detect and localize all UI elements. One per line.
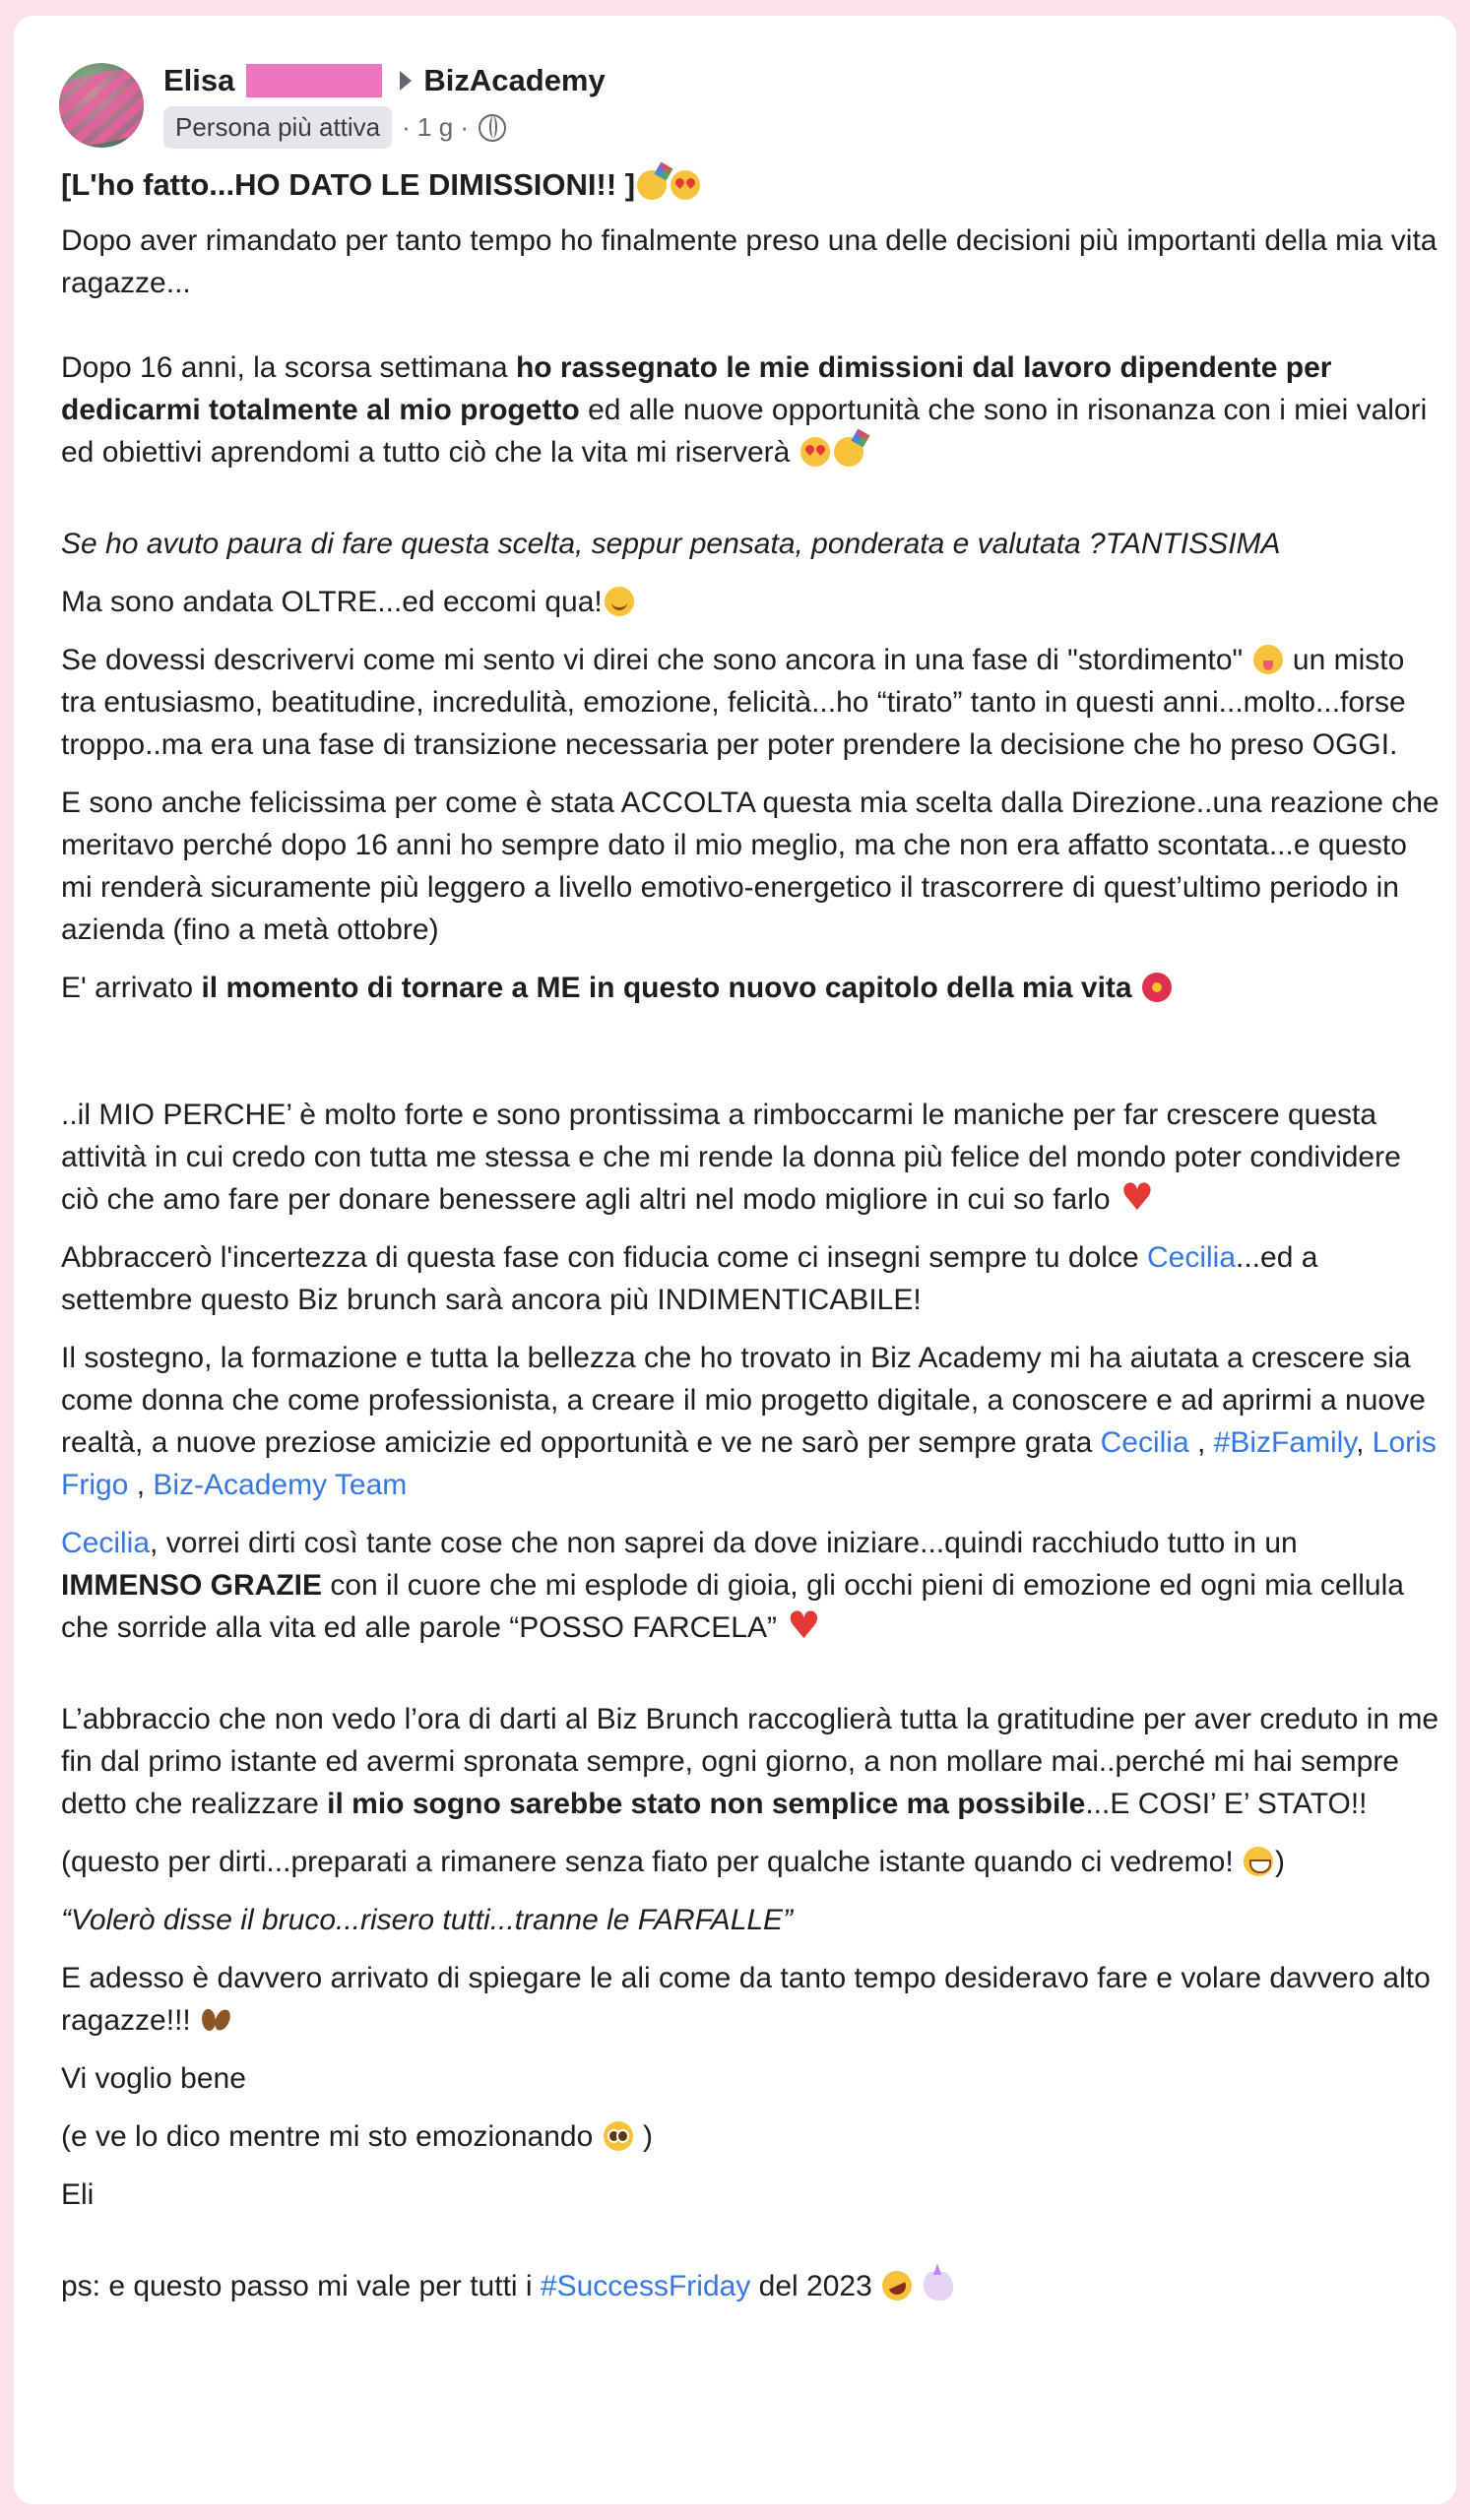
post-card [14, 16, 1456, 2504]
paragraph: Vi voglio bene [61, 2062, 246, 2095]
smile-icon [605, 587, 634, 616]
paragraph [61, 1094, 1439, 1221]
text: Dopo 16 anni, la scorsa settimana [61, 351, 516, 384]
text: ) [1275, 1846, 1286, 1878]
paragraph [61, 1337, 1445, 1506]
text: E' arrivato [61, 972, 202, 1004]
red-heart-icon [787, 1612, 818, 1642]
text: ...E COSI’ E’ STATO!! [1085, 1788, 1368, 1820]
mention-link[interactable]: Biz-Academy Team [153, 1469, 408, 1501]
paragraph [61, 639, 1439, 766]
grin-icon [1244, 1847, 1273, 1876]
text: , vorrei dirti così tante cose che non saprei da dove iniziare...quindi racchiudo tutto in un [150, 1527, 1307, 1559]
partying-face-icon [637, 170, 667, 200]
tongue-face-icon [1253, 645, 1283, 674]
post-time[interactable]: · 1 g · [402, 112, 470, 142]
text: , [1188, 1426, 1214, 1459]
paragraph: Dopo aver rimandato per tanto tempo ho finalmente preso una delle decisioni più importanti della mia vita ragazze... [61, 224, 1445, 299]
red-heart-icon [1120, 1184, 1152, 1214]
bold-text: IMMENSO GRAZIE [61, 1569, 323, 1602]
paragraph: E sono anche felicissima per come è stata ACCOLTA questa mia scelta dalla Direzione..una reazione che meritavo perché dopo 16 anni ho sempre dato il mio meglio, ma che non era affatto scontata...e questo mi renderà sicuramente più leggero a livello emotivo-energetico il trascorrere di quest’ultimo periodo in azienda (fino a metà ottobre) [61, 787, 1447, 946]
bold-text: ho rassegnato le mie dimissioni dal lavoro dipendente per dedicarmi totalmente al mio progetto [61, 351, 1340, 426]
paragraph [61, 967, 1439, 1009]
paragraph [61, 1957, 1439, 2042]
text: Ma sono andata OLTRE...ed eccomi qua! [61, 586, 603, 618]
paragraph [61, 1698, 1447, 1825]
paragraph [61, 581, 1439, 623]
rofl-icon [877, 2266, 917, 2305]
text: ed alle nuove opportunità che sono in risonanza con i miei valori ed obiettivi aprendomi a tutto ciò che la vita mi riserverà [61, 394, 1436, 469]
hashtag-link[interactable]: #SuccessFriday [540, 2270, 751, 2302]
text: (e ve lo dico mentre mi sto emozionando [61, 2120, 602, 2153]
top-contributor-badge[interactable]: Persona più attiva [163, 106, 392, 149]
post-title [61, 163, 1439, 206]
paragraph: Eli [61, 2178, 95, 2211]
group-name[interactable]: BizAcademy [423, 63, 606, 97]
text: , [1356, 1426, 1373, 1459]
text: Se dovessi descrivervi come mi sento vi direi che sono ancora in una fase di "stordimento" [61, 644, 1251, 676]
text: ..il MIO PERCHE’ è molto forte e sono prontissima a rimboccarmi le maniche per far crescere questa attività in cui credo con tutta me stessa e che mi rende la donna più felice del mondo poter condividere ciò che amo fare per donare benessere agli altri nel modo migliore in cui so farlo [61, 1099, 1410, 1216]
italic-text: Se ho avuto paura di fare questa scelta, seppur pensata, ponderata e valutata ?TANTISSIMA [61, 528, 1281, 560]
text: ...ed a settembre questo Biz brunch sarà ancora più INDIMENTICABILE! [61, 1241, 1326, 1316]
paragraph [61, 1899, 1439, 1941]
text: , [128, 1469, 154, 1501]
text: con il cuore che mi esplode di gioia, gli occhi pieni di emozione ed ogni mia cellula che sorride alla vita ed alle parole “POSSO FARCELA” [61, 1569, 1413, 1644]
text: ) [634, 2120, 653, 2153]
paragraph [61, 1236, 1439, 1321]
hashtag-link[interactable]: #BizFamily [1213, 1426, 1357, 1459]
mention-link[interactable]: Loris Frigo [61, 1426, 1445, 1501]
paragraph [61, 523, 1439, 565]
text: L’abbraccio che non vedo l’ora di darti al Biz Brunch raccoglierà tutta la gratitudine per aver creduto in me fin dal primo istante ed avermi spronata sempre, ogni giorno, a non mollare mai..perché mi hai sempre detto che realizzare [61, 1703, 1447, 1820]
mention-link[interactable]: Cecilia [1100, 1426, 1189, 1459]
heart-eyes-icon [671, 170, 700, 200]
mention-link[interactable]: Cecilia [61, 1527, 151, 1559]
bold-text: il mio sogno sarebbe stato non semplice ma possibile [327, 1788, 1086, 1820]
partying-face-icon [834, 437, 863, 467]
text: E adesso è davvero arrivato di spiegare le ali come da tanto tempo desideravo fare e volare davvero alto ragazze!!! [61, 1962, 1439, 2037]
text: del 2023 [750, 2270, 881, 2302]
avatar[interactable] [59, 63, 144, 148]
text: ps: e questo passo mi vale per tutti i [61, 2270, 541, 2302]
text: un misto tra entusiasmo, beatitudine, incredulità, emozione, felicità...ho “tirato” tanto in questi anni...molto...forse troppo..ma era una fase di transizione necessaria per poter prendere la decisione che ho preso OGGI. [61, 644, 1415, 761]
butterfly-icon [201, 2005, 230, 2035]
post-title-text: [L'ho fatto...HO DATO LE DIMISSIONI!! ] [61, 167, 636, 202]
surname-redaction [246, 64, 382, 97]
italic-text: “Volerò disse il bruco...risero tutti...tranne le FARFALLE” [61, 1904, 794, 1936]
author-row [163, 63, 606, 98]
heart-eyes-icon [800, 437, 830, 467]
pleading-face-icon [604, 2121, 633, 2151]
paragraph [61, 2265, 1439, 2307]
paragraph [61, 1841, 1439, 1883]
paragraph [61, 1522, 1439, 1649]
post-body [61, 163, 1447, 2307]
paragraph [61, 346, 1439, 473]
bold-text: il momento di tornare a ME in questo nuovo capitolo della mia vita [201, 972, 1132, 1004]
caret-right-icon [400, 71, 412, 91]
avatar-redaction [59, 63, 144, 148]
mention-link[interactable]: Cecilia [1146, 1241, 1236, 1274]
text: (questo per dirti...preparati a rimanere senza fiato per qualche istante quando ci vedremo! [61, 1846, 1243, 1878]
post-meta [163, 106, 506, 149]
text: Il sostegno, la formazione e tutta la bellezza che ho trovato in Biz Academy mi ha aiutata a crescere sia come donna che come professionista, a creare il mio progetto digitale, a conoscere e ad aprirmi a nuove realtà, a nuove preziose amicizie ed opportunità e ve ne sarò per sempre grata [61, 1342, 1435, 1459]
hibiscus-icon [1142, 973, 1172, 1002]
author-name[interactable]: Elisa [163, 63, 235, 97]
paragraph [61, 2115, 1439, 2158]
unicorn-icon [924, 2271, 953, 2300]
globe-icon [479, 114, 506, 142]
text: Abbraccerò l'incertezza di questa fase con fiducia come ci insegni sempre tu dolce [61, 1241, 1147, 1274]
post-header [43, 37, 1422, 156]
